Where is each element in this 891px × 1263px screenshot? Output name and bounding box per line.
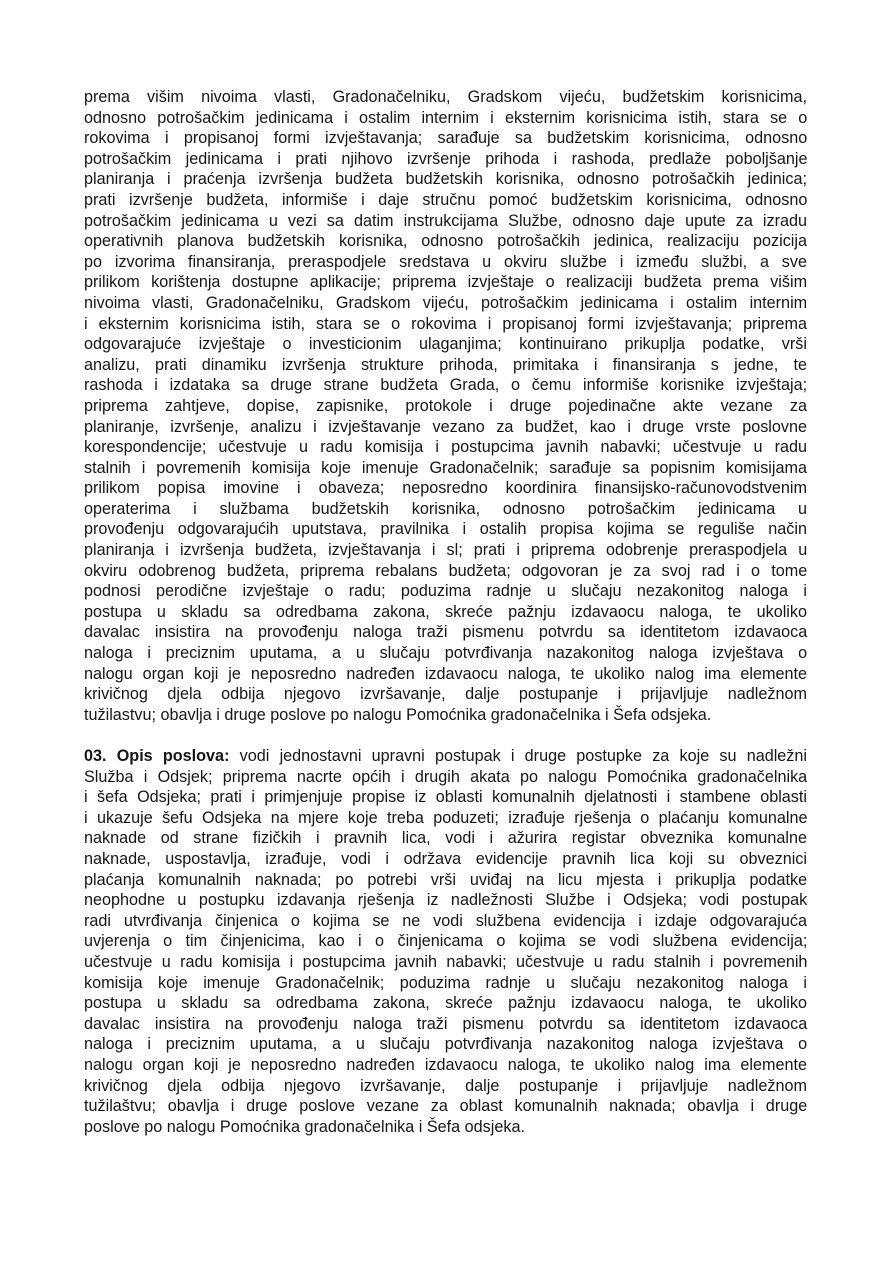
paragraph-line: prilikom korištenja dostupne aplikacije; priprema izvještaje o realizaciji budžeta prema višim [84, 273, 808, 292]
paragraph-line: prema višim nivoima vlasti, Gradonačelniku, Gradskom vijeću, budžetskim korisnicima, [84, 88, 807, 106]
paragraph-line: uvjerenja o tim činjenicima, kao i o činjenicama o kojima se vodi službena evidencija; [84, 932, 808, 951]
paragraph-line: krivičnog djela odbija njegovo izvršavanje, dalje postupanje i prijavljuje nadležnom [84, 685, 807, 704]
paragraph-line: priprema zahtjeve, dopise, zapisnike, protokole i druge pojedinačne akte vezane za [84, 396, 807, 415]
paragraph-line: rokovima i propisanoj formi izvještavanja; sarađuje sa budžetskim korisnicima, odnosno [84, 129, 808, 148]
paragraph-line: postupa u skladu sa odredbama zakona, skreće pažnju izdavaocu naloga, te ukoliko [84, 994, 807, 1013]
paragraph-line: naloga i preciznim uputama, a u slučaju potvrđivanja nazakonitog naloga izvještava o [84, 1035, 808, 1054]
paragraph-line: planiranje, izvršenje, analizu i izvještavanje vezano za budžet, kao i druge vrste poslovne [84, 417, 807, 436]
paragraph-line: tužilastvu; obavlja i druge poslove po nalogu Pomoćnika gradonačelnika i Šefa odsjeka. [84, 705, 712, 724]
paragraph-line: odnosno potrošačkim jedinicama i ostalim internim i eksternim korisnicima istih, stara se o [84, 108, 808, 127]
section-first-line-text: vodi jednostavni upravni postupak i druge postupke za koje su nadležni [229, 747, 808, 765]
paragraph-line: stalnih i povremenih komisija koje imenuje Gradonačelnik; sarađuje sa popisnim komisijama [84, 458, 807, 477]
paragraph-budget-duties [84, 87, 807, 725]
paragraph-line: operativnih planova budžetskih korisnika, odnosno potrošačkih jedinica, realizaciju pozicija [84, 232, 807, 251]
paragraph-line: davalac insistira na provođenju naloga traži pismenu potvrdu sa identitetom izdavaoca [84, 1014, 808, 1033]
paragraph-line: prilikom popisa imovine i obaveza; neposredno koordinira finansijsko-računovodstvenim [84, 479, 807, 498]
paragraph-line: planiranja i izvršenja budžeta, izvještavanja i sl; prati i priprema odobrenje preraspodjela u [84, 541, 808, 560]
paragraph-line: podnosi perodične izvještaje o radu; poduzima radnje u slučaju nezakonitog naloga i [84, 582, 807, 601]
paragraph-line: plaćanja komunalnih naknada; po potrebi vrši uviđaj na licu mjesta i prikuplja podatke [84, 870, 808, 889]
paragraph-line: potrošačkim jedinicama i prati njihovo izvršenje prihoda i rashoda, predlaže poboljšanje [84, 149, 808, 168]
paragraph-line: potrošačkim jedinicama u vezi sa datim instrukcijama Službe, odnosno daje upute za izradu [84, 211, 807, 230]
paragraph-line: nalogu organ koji je neposredno nadređen izdavaocu naloga, te ukoliko nalog ima elemente [84, 664, 807, 683]
paragraph-line: operaterima i službama budžetskih korisnika, odnosno potrošačkim jedinicama u [84, 499, 807, 518]
paragraph-line: radi utvrđivanja činjenica o kojima se ne vodi službena evidencija i izdaje odgovarajuća [84, 911, 807, 930]
paragraph-line: nalogu organ koji je neposredno nadređen izdavaocu naloga, te ukoliko nalog ima elemente [84, 1055, 807, 1074]
paragraph-line: krivičnog djela odbija njegovo izvršavanje, dalje postupanje i prijavljuje nadležnom [84, 1076, 807, 1095]
document-page [84, 87, 807, 1137]
paragraph-line: naknade, uspostavlja, izrađuje, vodi i održava evidencije pravnih lica koji su obveznici [84, 849, 807, 868]
paragraph-line: naknade od strane fizičkih i pravnih lica, vodi i ažurira registar obveznika komunalne [84, 829, 807, 848]
paragraph-line: tužilaštvu; obavlja i druge poslove vezane za oblast komunalnih naknada; obavlja i druge [84, 1097, 808, 1116]
paragraph-line: i ukazuje šefu Odsjeka na mjere koje treba poduzeti; izrađuje rješenja o plaćanju komunalne [84, 808, 808, 827]
paragraph-line: prati izvršenje budžeta, informiše i daje stručnu pomoć budžetskim korisnicima, odnosno [84, 190, 808, 209]
paragraph-line: učestvuje u radu komisija i postupcima javnih nabavki; učestvuje u radu stalnih i povremenih [84, 952, 808, 971]
section-label: 03. Opis poslova: [84, 747, 230, 765]
paragraph-line: korespondencije; učestvuje u radu komisija i postupcima javnih nabavki; učestvuje u radu [84, 438, 807, 457]
paragraph-line: poslove po nalogu Pomoćnika gradonačelnika i Šefa odsjeka. [84, 1117, 525, 1136]
paragraph-line: neophodne u postupku izdavanja rješenja iz nadležnosti Službe i Odsjeka; vodi postupak [84, 891, 808, 910]
paragraph-line: nivoima vlasti, Gradonačelniku, Gradskom vijeću, potrošačkim jedinicama i ostalim internim [84, 293, 808, 312]
paragraph-line: i eksternim korisnicima istih, stara se o rokovima i propisanoj formi izvještavanja; priprema [84, 314, 808, 333]
paragraph-line: odgovarajuće izvještaje o investicionim ulaganjima; kontinuirano prikuplja podatke, vrši [84, 335, 807, 354]
paragraph-line: naloga i preciznim uputama, a u slučaju potvrđivanja nazakonitog naloga izvještava o [84, 644, 808, 663]
paragraph-line: po izvorima finansiranja, preraspodjele sredstava u okviru službe i između službi, a sve [84, 252, 807, 271]
paragraph-line: Služba i Odsjek; priprema nacrte općih i drugih akata po nalogu Pomoćnika gradonačelnika [84, 767, 808, 786]
paragraph-line: okviru odobrenog budžeta, priprema rebalans budžeta; odgovoran je za svoj rad i o tome [84, 561, 808, 580]
paragraph-line: rashoda i izdataka sa druge strane budžeta Grada, o čemu informiše korisnike izvještaja; [84, 376, 808, 395]
paragraph-line: analizu, prati dinamiku izvršenja strukture prihoda, primitaka i finansiranja s jedne, te [84, 355, 807, 374]
paragraph-line: planiranja i praćenja izvršenja budžeta budžetskih korisnika, odnosno potrošačkih jedinica; [84, 170, 807, 189]
paragraph-line: komisija koje imenuje Gradonačelnik; poduzima radnje u slučaju nezakonitog naloga i [84, 973, 807, 992]
paragraph-line: i šefa Odsjeka; prati i primjenjuje propise iz oblasti komunalnih djelatnosti i stambene oblasti [84, 788, 807, 807]
paragraph-line: postupa u skladu sa odredbama zakona, skreće pažnju izdavaocu naloga, te ukoliko [84, 602, 807, 621]
paragraph-opis-poslova-03 [84, 746, 807, 1137]
paragraph-line: davalac insistira na provođenju naloga traži pismenu potvrdu sa identitetom izdavaoca [84, 623, 808, 642]
paragraph-line: provođenju odgovarajućih uputstava, pravilnika i ostalih propisa kojima se reguliše način [84, 520, 807, 539]
paragraph-line [84, 746, 807, 767]
